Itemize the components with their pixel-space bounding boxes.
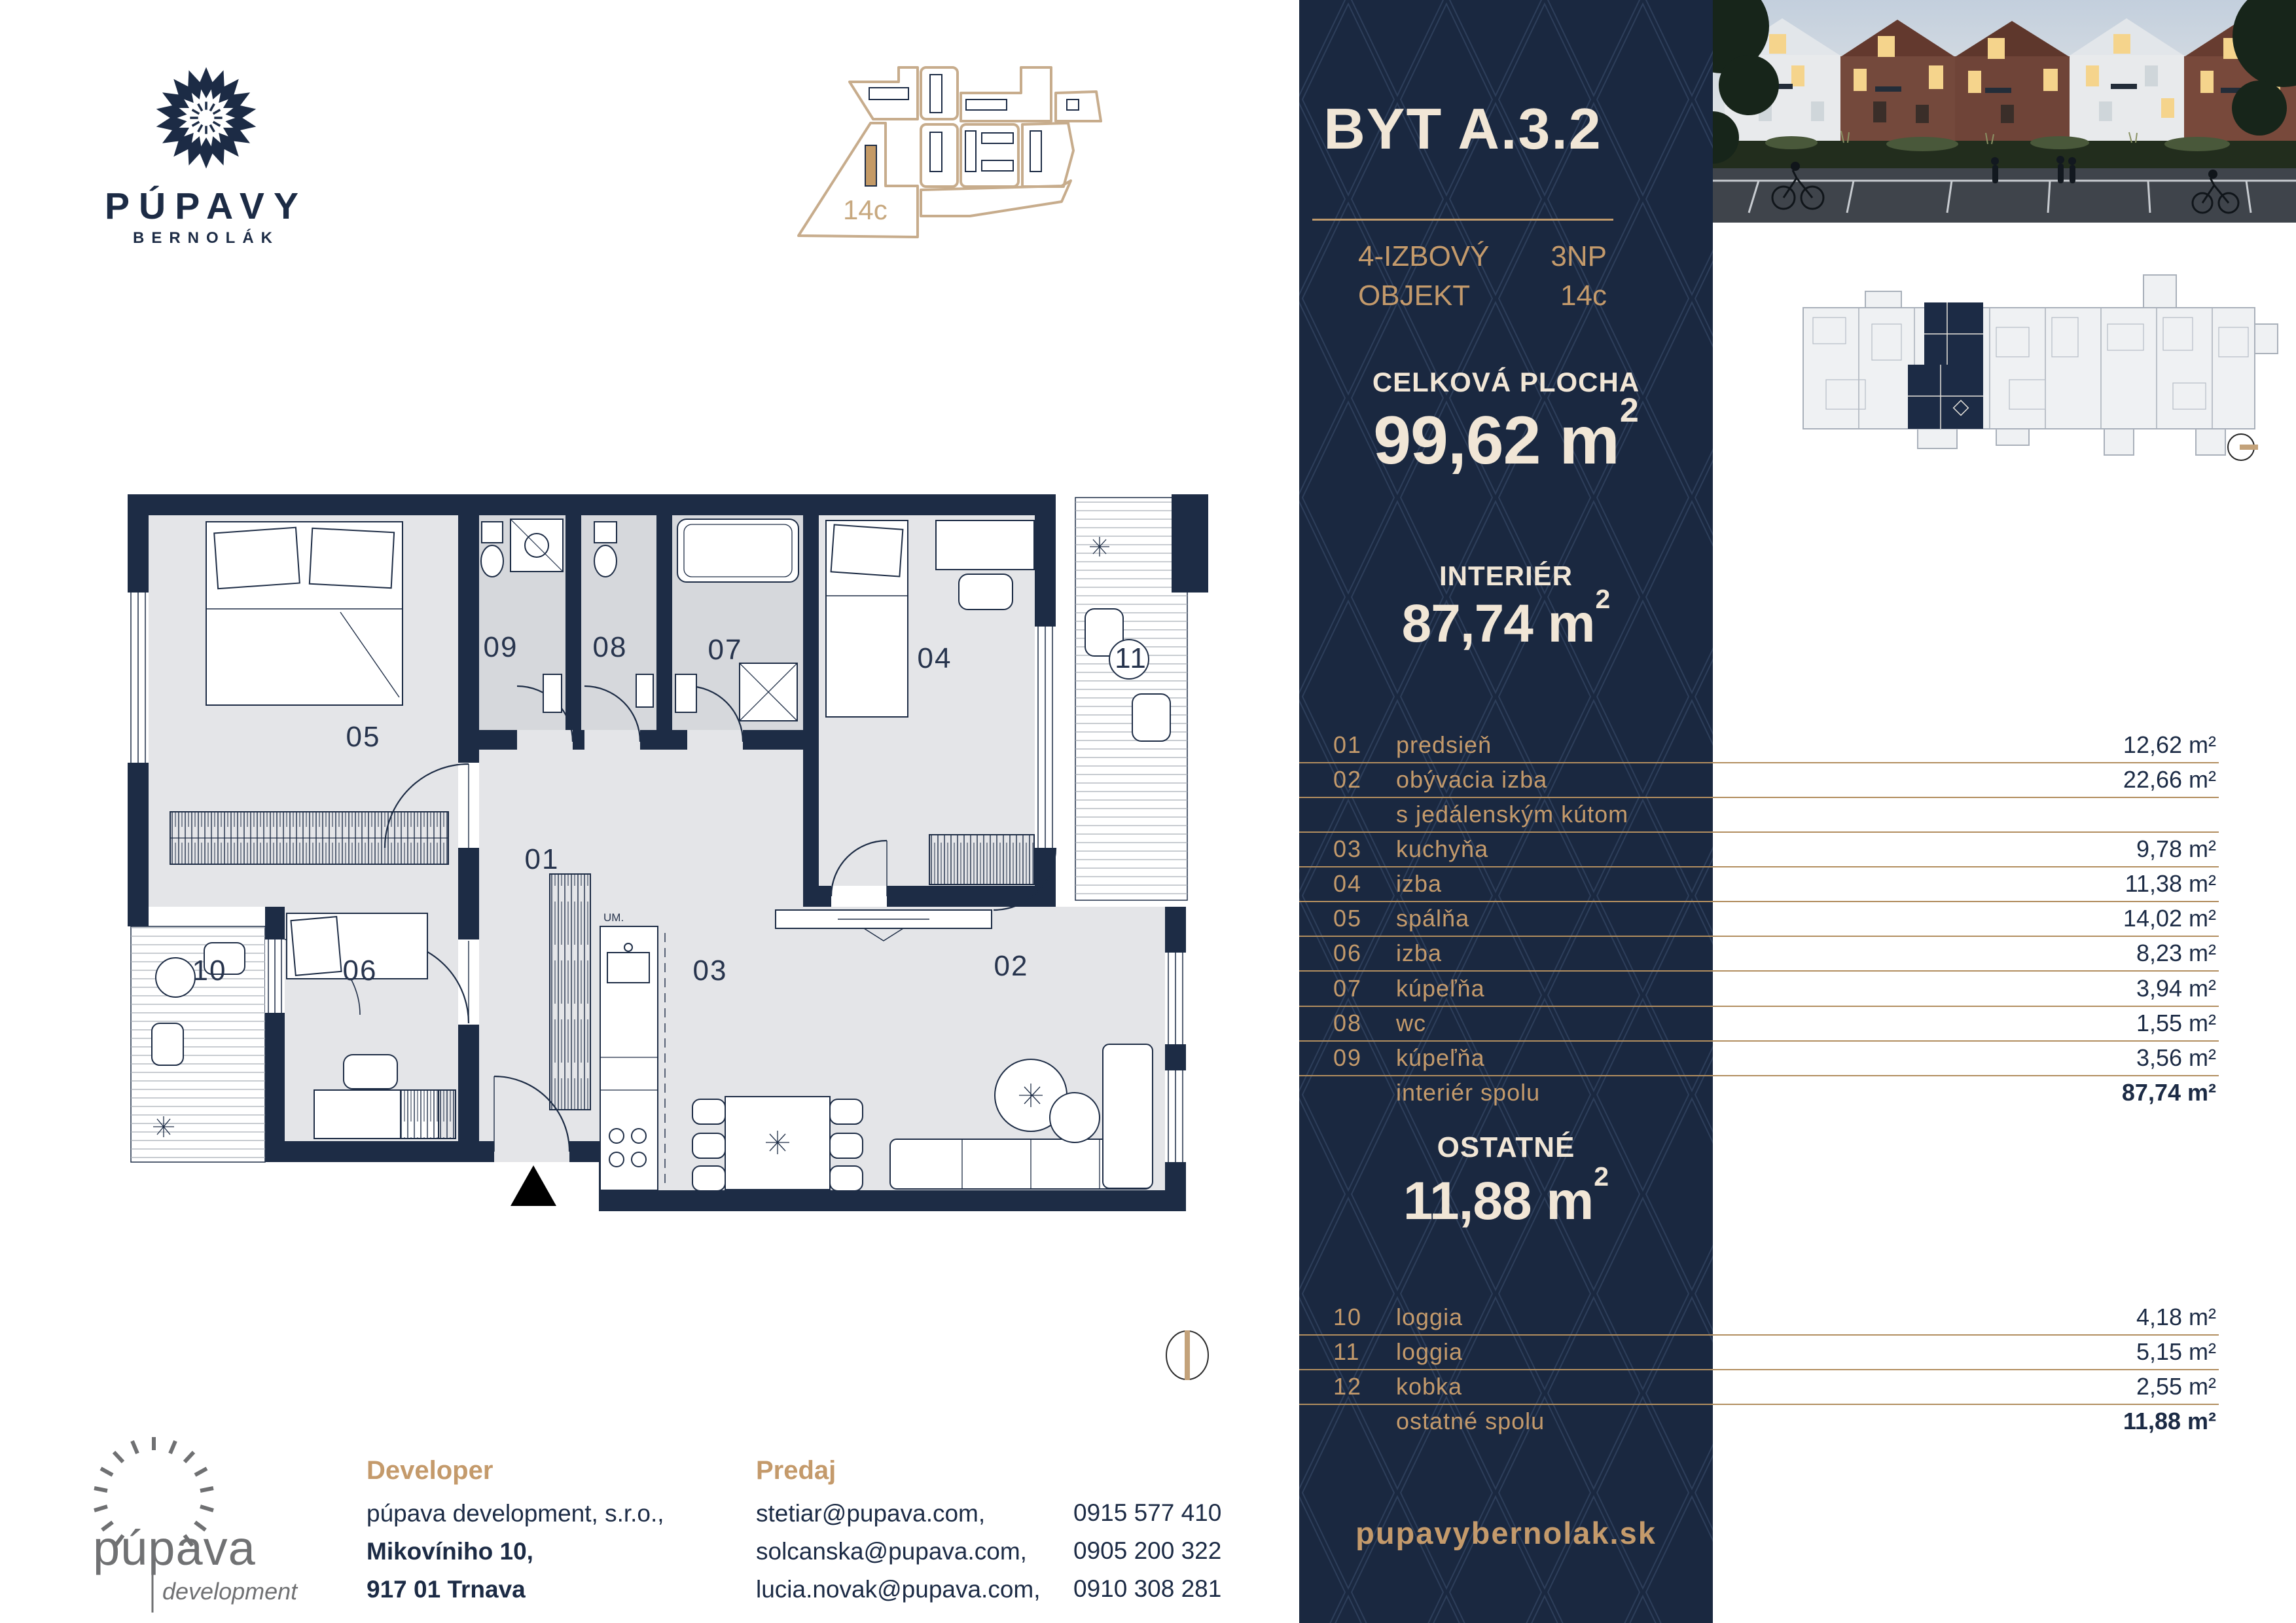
room-label: 03 [692,955,728,987]
website-link: pupavybernolak.sk [1355,1516,1657,1550]
unit-type: 4-IZBOVÝ [1358,240,1490,272]
brand-tagline: BERNOLÁK [133,229,279,247]
site-plan-label: 14c [843,194,888,225]
appliance-note: UM. [603,911,624,924]
developer-company: púpava development, s.r.o., [367,1500,664,1527]
room-label: 11 [1115,642,1147,674]
brand-dandelion-icon [149,60,264,175]
sales-heading: Predaj [756,1456,836,1485]
area-row: 12 kobka 2,55 m² [1299,1369,2219,1405]
area-row: 06 izba 8,23 m² [1299,936,2219,972]
area-row: 03 kuchyňa 9,78 m² [1299,831,2219,867]
floor-plan [118,481,1214,1228]
total-area-value: 99,62 $m^2$ [1373,391,1639,479]
developer-street: Mikovíniho 10, [367,1538,533,1565]
room-label: 02 [994,950,1029,982]
compass-icon [1164,1328,1211,1383]
area-row: 07 kúpeľňa 3,94 m² [1299,971,2219,1007]
area-row: 01 predsieň 12,62 m² [1299,727,2219,763]
room-label: 01 [524,843,560,875]
area-row: 04 izba 11,38 m² [1299,866,2219,902]
room-label: 05 [346,721,381,753]
unit-floor: 3NP [1551,240,1607,272]
other-area-value: 11,88 $m^2$ [1403,1161,1609,1231]
area-row: 11 loggia 5,15 m² [1299,1334,2219,1370]
room-label: 10 [192,955,227,987]
unit-spec [1358,237,1607,316]
area-total-row: interiér spolu 87,74 m² [1396,1078,2216,1106]
room-label: 09 [483,631,518,663]
site-plan [766,46,1106,262]
sales-phones [1073,1494,1289,1608]
sales-email: stetiar@pupava.com, [756,1500,986,1527]
area-total-row: ostatné spolu 11,88 m² [1396,1407,2216,1434]
divider [1312,219,1613,221]
brand-name: PÚPAVY [105,185,308,227]
sales-block [756,1456,1083,1609]
sales-email: lucia.novak@pupava.com, [756,1576,1041,1603]
hero-photo [1713,0,2296,223]
area-row: 05 spálňa 14,02 m² [1299,901,2219,937]
unit-object-label: OBJEKT [1358,280,1471,312]
interior-area-heading: INTERIÉR [1439,560,1573,591]
site-plan-highlighted-building [865,145,876,186]
developer-logo [79,1431,314,1617]
area-row: 08 wc 1,55 m² [1299,1006,2219,1042]
developer-heading: Developer [367,1456,493,1485]
entrance-arrow-icon [511,1165,556,1206]
developer-city: 917 01 Trnava [367,1576,526,1603]
area-row: 02 obývacia izba 22,66 m² [1299,762,2219,798]
room-label: 07 [708,634,743,666]
unit-title: BYT A.3.2 [1323,96,1602,161]
total-area-heading: CELKOVÁ PLOCHA [1372,367,1640,397]
area-row: 10 loggia 4,18 m² [1299,1300,2219,1336]
room-label: 04 [917,642,952,674]
building-overview-plan [1767,262,2291,484]
developer-block [367,1456,733,1609]
sales-phone: 0915 577 410 [1073,1499,1222,1526]
sales-phone: 0905 200 322 [1073,1537,1222,1564]
sales-email: solcanska@pupava.com, [756,1538,1027,1565]
room-label: 08 [592,631,628,663]
developer-logo-name: púpava [93,1521,256,1575]
unit-object-value: 14c [1560,280,1607,312]
other-area-heading: OSTATNÉ [1437,1131,1575,1163]
sales-phone: 0910 308 281 [1073,1575,1222,1602]
area-row: s jedálenským kútom [1299,797,2219,833]
developer-logo-sub: development [162,1578,298,1605]
area-row: 09 kúpeľňa 3,56 m² [1299,1040,2219,1076]
interior-area-value: 87,74 $m^2$ [1401,584,1611,653]
room-label: 06 [342,955,378,987]
